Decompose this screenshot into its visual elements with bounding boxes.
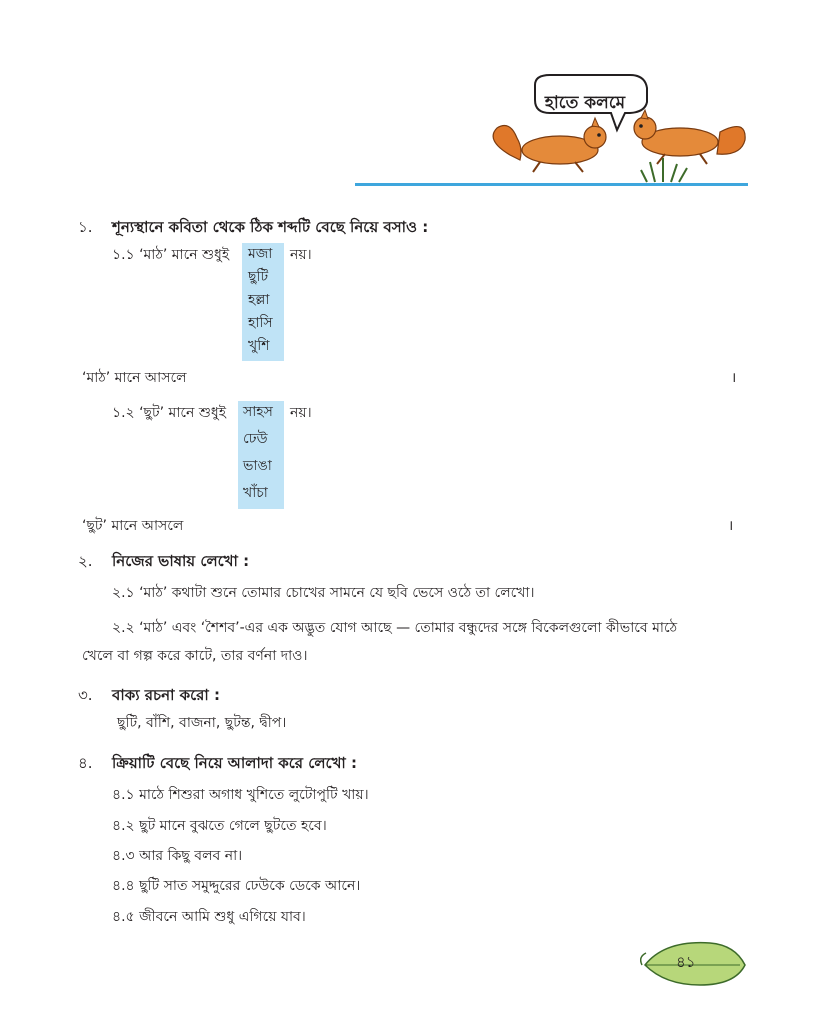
- q2-2-text-line1: ২.২ ‘মাঠ’ এবং ‘শৈশব’-এর এক অদ্ভুত যোগ আছে — তোমার বন্ধুদের সঙ্গে বিকেলগুলো কীভাবে মাঠে: [112, 620, 678, 636]
- q1-2-option: ঢেউ: [243, 431, 268, 447]
- q1-heading: শূন্যস্থানে কবিতা থেকে ঠিক শব্দটি বেছে নিয়ে বসাও :: [112, 218, 429, 236]
- q4-heading: ক্রিয়াটি বেছে নিয়ে আলাদা করে লেখো :: [112, 754, 357, 772]
- q1-2-option: ভাঙা: [243, 458, 272, 474]
- q3-heading: বাক্য রচনা করো :: [112, 686, 220, 704]
- q1-2-answer-prefix: ‘ছুট’ মানে আসলে: [82, 518, 184, 534]
- q1-number: ১.: [78, 218, 93, 236]
- q2-2-text-line2: খেলে বা গল্প করে কাটে, তার বর্ণনা দাও।: [82, 648, 308, 664]
- q1-1-option: মজা: [248, 246, 273, 262]
- grass-icon: [641, 158, 687, 182]
- q1-1-option: হল্লা: [248, 292, 270, 308]
- q4-number: ৪.: [78, 754, 93, 772]
- q1-1-answer-prefix: ‘মাঠ’ মানে আসলে: [82, 370, 187, 386]
- page-number: ৪১: [676, 953, 696, 971]
- q1-1-suffix: নয়।: [290, 247, 312, 263]
- right-squirrel-icon: [634, 110, 745, 164]
- q3-words: ছুটি, বাঁশি, বাজনা, ছুটন্ত, দ্বীপ।: [117, 715, 287, 731]
- left-squirrel-icon: [493, 118, 606, 172]
- q1-2-end-mark: ।: [728, 518, 734, 534]
- q4-item: ৪.২ ছুট মানে বুঝতে গেলে ছুটতে হবে।: [112, 818, 327, 834]
- q1-1-option: ছুটি: [248, 269, 269, 285]
- q3-number: ৩.: [78, 686, 93, 704]
- header-rule: [355, 183, 748, 186]
- squirrels-illustration: [345, 70, 760, 195]
- q1-1-option: হাসি: [248, 315, 273, 331]
- q2-heading: নিজের ভাষায় লেখো :: [112, 552, 250, 570]
- q1-1-end-mark: ।: [731, 370, 737, 386]
- q4-item: ৪.৪ ছুটি সাত সমুদ্দুরের ঢেউকে ডেকে আনে।: [112, 878, 361, 894]
- q2-1-text: ২.১ ‘মাঠ’ কথাটা শুনে তোমার চোখের সামনে যে ছবি ভেসে ওঠে তা লেখো।: [112, 585, 535, 601]
- q1-2-suffix: নয়।: [290, 405, 312, 421]
- header-bubble-text: হাতে কলমে: [544, 93, 626, 113]
- q1-1-prefix: ১.১ ‘মাঠ’ মানে শুধুই: [112, 247, 230, 263]
- q4-item: ৪.১ মাঠে শিশুরা অগাধ খুশিতে লুটোপুটি খায়।: [112, 787, 369, 803]
- q1-1-option: খুশি: [248, 338, 270, 354]
- q1-2-option: খাঁচা: [243, 485, 268, 501]
- q4-item: ৪.৫ জীবনে আমি শুধু এগিয়ে যাব।: [112, 909, 306, 925]
- q4-item: ৪.৩ আর কিছু বলব না।: [112, 848, 243, 864]
- q1-2-prefix: ১.২ ‘ছুট’ মানে শুধুই: [112, 405, 226, 421]
- q1-2-option: সাহস: [243, 404, 273, 420]
- q2-number: ২.: [78, 552, 93, 570]
